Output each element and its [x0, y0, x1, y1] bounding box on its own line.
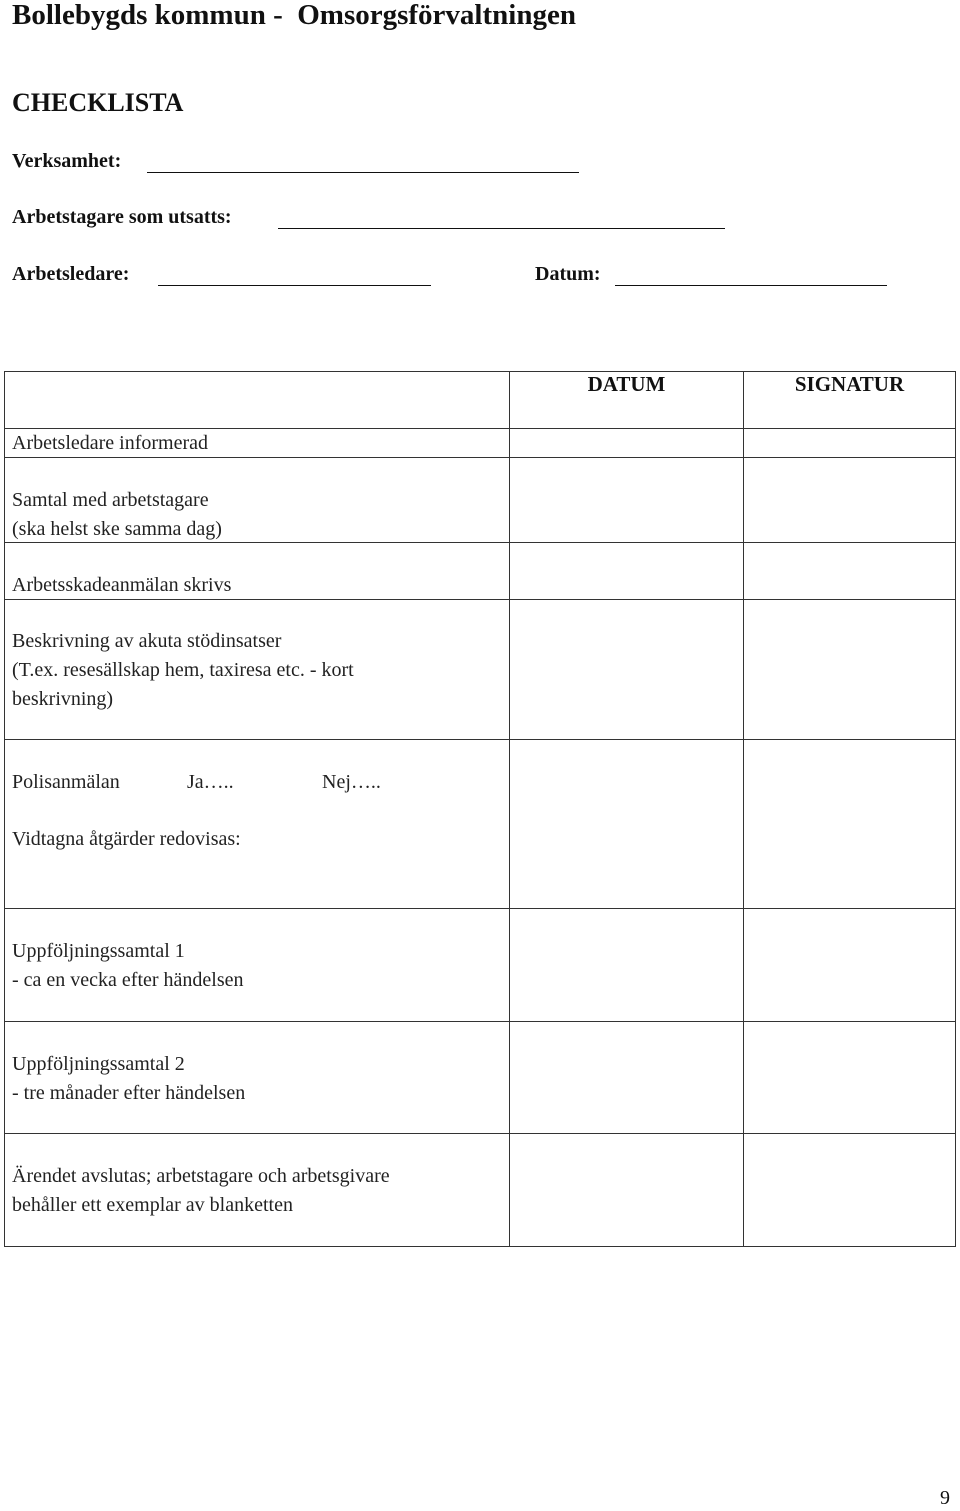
row-label-samtal: Samtal med arbetstagare (ska helst ske samma dag) — [12, 489, 222, 540]
column-header-signatur: SIGNATUR — [794, 372, 905, 396]
row-label-stodinsatser: Beskrivning av akuta stödinsatser (T.ex. resesällskap hem, taxiresa etc. - kort beskrivning) — [12, 630, 354, 710]
table-column-divider — [509, 371, 510, 1247]
table-row-divider — [4, 908, 956, 909]
polisanmalan-ja[interactable]: Ja….. — [187, 771, 234, 793]
arbetsledare-field[interactable] — [158, 285, 431, 286]
table-row-divider — [4, 1021, 956, 1022]
page-number: 9 — [940, 1487, 950, 1509]
column-header-datum: DATUM — [587, 372, 666, 396]
table-border-right — [955, 371, 956, 1247]
row-label-arendet-avslutas: Ärendet avslutas; arbetstagare och arbetsgivare behåller ett exemplar av blanketten — [12, 1165, 390, 1216]
row-label-polisanmalan — [12, 768, 120, 797]
verksamhet-label: Verksamhet: — [12, 150, 122, 172]
table-border-bottom — [4, 1246, 956, 1247]
page-title: Bollebygds kommun - Omsorgsförvaltningen — [12, 0, 576, 31]
row-label-arbetsledare-informerad: Arbetsledare informerad — [12, 432, 209, 454]
row-label-arbetsskadeanmalan: Arbetsskadeanmälan skrivs — [12, 574, 232, 596]
datum-label: Datum: — [535, 263, 601, 285]
checklist-heading: CHECKLISTA — [12, 88, 184, 117]
table-row-divider — [4, 1133, 956, 1134]
table-column-divider — [743, 371, 744, 1247]
polisanmalan-label: Polisanmälan — [12, 771, 120, 793]
table-border-left — [4, 371, 5, 1247]
row-label-vidtagna-atgarder: Vidtagna åtgärder redovisas: — [12, 828, 241, 850]
arbetsledare-label: Arbetsledare: — [12, 263, 130, 285]
table-row-divider — [4, 739, 956, 740]
row-label-uppfoljning-2: Uppföljningssamtal 2 - tre månader efter händelsen — [12, 1053, 246, 1104]
datum-field[interactable] — [615, 285, 887, 286]
arbetstagare-label: Arbetstagare som utsatts: — [12, 206, 232, 228]
arbetstagare-field[interactable] — [278, 228, 725, 229]
polisanmalan-nej[interactable]: Nej….. — [322, 771, 381, 793]
row-label-uppfoljning-1: Uppföljningssamtal 1 - ca en vecka efter händelsen — [12, 940, 244, 991]
verksamhet-field[interactable] — [147, 172, 579, 173]
